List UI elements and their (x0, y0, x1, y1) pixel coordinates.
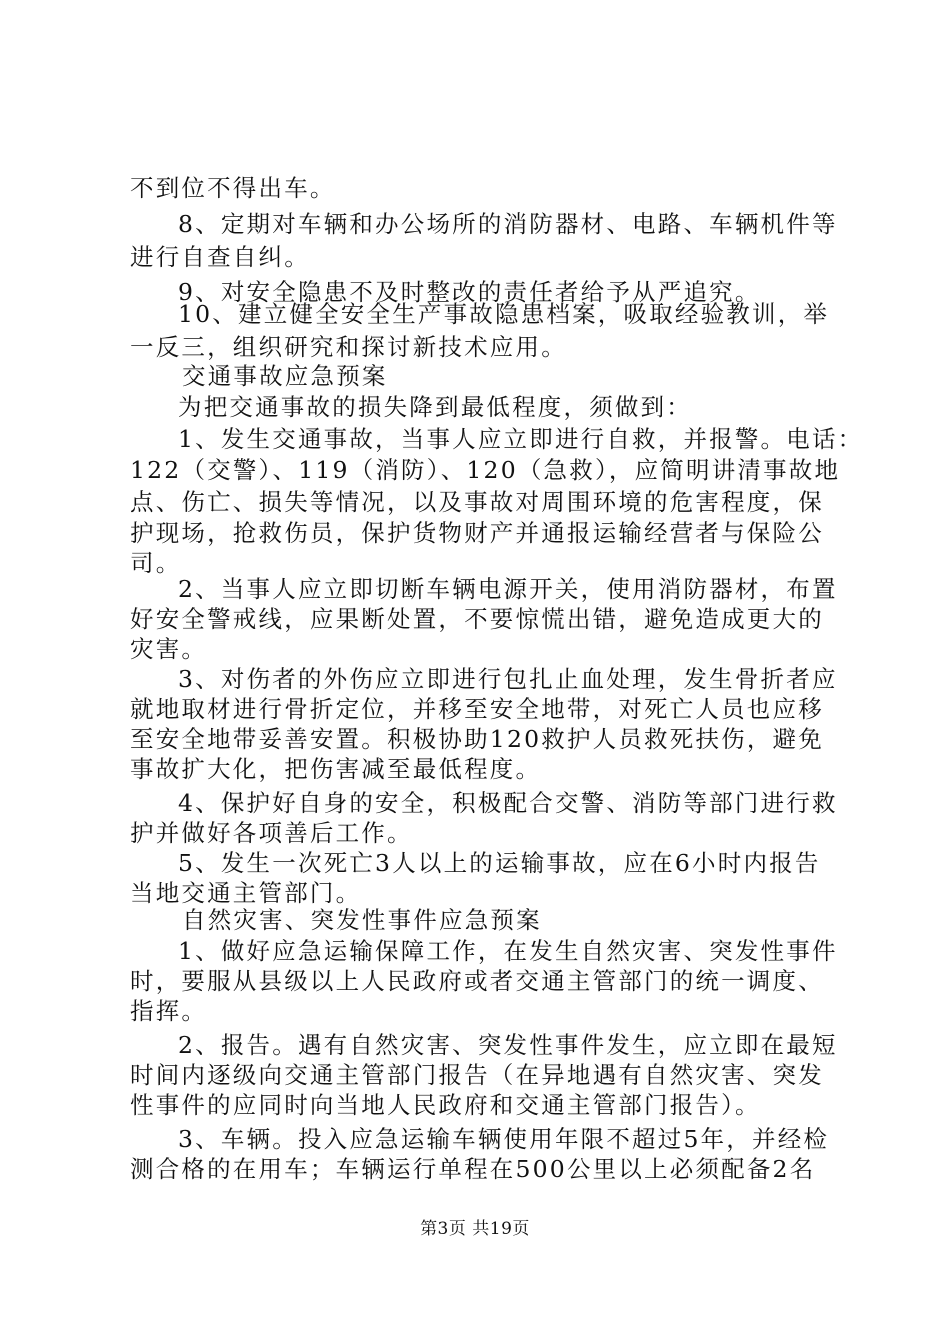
text-line: 灾害。 (130, 635, 208, 663)
text-line: 进行自查自纠。 (130, 243, 310, 271)
text-line: 2、当事人应立即切断车辆电源开关，使用消防器材，布置 (178, 575, 838, 603)
text-line: 事故扩大化，把伤害减至最低程度。 (130, 755, 542, 783)
text-line: 就地取材进行骨折定位，并移至安全地带，对死亡人员也应移 (130, 695, 824, 723)
text-line: 当地交通主管部门。 (130, 879, 362, 907)
text-line: 122（交警）、119（消防）、120（急救），应简明讲清事故地 (130, 456, 841, 484)
text-line: 好安全警戒线，应果断处置，不要惊慌出错，避免造成更大的 (130, 605, 824, 633)
text-line: 司。 (130, 549, 182, 577)
page-number-footer: 第3页 共19页 (420, 1219, 530, 1239)
text-line: 4、保护好自身的安全，积极配合交警、消防等部门进行救 (178, 789, 838, 817)
text-line: 5、发生一次死亡3人以上的运输事故，应在6小时内报告 (178, 849, 821, 877)
text-line: 时间内逐级向交通主管部门报告（在异地遇有自然灾害、突发 (130, 1061, 824, 1089)
text-line: 测合格的在用车；车辆运行单程在500公里以上必须配备2名 (130, 1155, 816, 1183)
text-line: 9、对安全隐患不及时整改的责任者给予从严追究。 (178, 278, 761, 306)
text-line: 1、发生交通事故，当事人应立即进行自救，并报警。电话： (178, 425, 864, 453)
text-line: 不到位不得出车。 (130, 174, 336, 202)
text-line: 3、对伤者的外伤应立即进行包扎止血处理，发生骨折者应 (178, 665, 838, 693)
text-line: 时，要服从县级以上人民政府或者交通主管部门的统一调度、 (130, 967, 824, 995)
text-line: 10、建立健全安全生产事故隐患档案，吸取经验教训，举 (178, 300, 830, 328)
text-line: 指挥。 (130, 997, 208, 1025)
text-line: 1、做好应急运输保障工作，在发生自然灾害、突发性事件 (178, 937, 838, 965)
text-line: 护并做好各项善后工作。 (130, 819, 413, 847)
section-heading: 交通事故应急预案 (182, 362, 388, 390)
text-line: 性事件的应同时向当地人民政府和交通主管部门报告）。 (130, 1091, 761, 1119)
text-line: 3、车辆。投入应急运输车辆使用年限不超过5年，并经检 (178, 1125, 830, 1153)
text-line: 点、伤亡、损失等情况，以及事故对周围环境的危害程度，保 (130, 488, 824, 516)
text-line: 一反三，组织研究和探讨新技术应用。 (130, 333, 567, 361)
text-line: 至安全地带妥善安置。积极协助120救护人员救死扶伤，避免 (130, 725, 824, 753)
text-line: 护现场，抢救伤员，保护货物财产并通报运输经营者与保险公 (130, 519, 824, 547)
text-line: 为把交通事故的损失降到最低程度，须做到： (178, 393, 692, 421)
text-line: 8、定期对车辆和办公场所的消防器材、电路、车辆机件等 (178, 210, 838, 238)
text-line: 2、报告。遇有自然灾害、突发性事件发生，应立即在最短 (178, 1031, 838, 1059)
section-heading: 自然灾害、突发性事件应急预案 (182, 906, 542, 934)
